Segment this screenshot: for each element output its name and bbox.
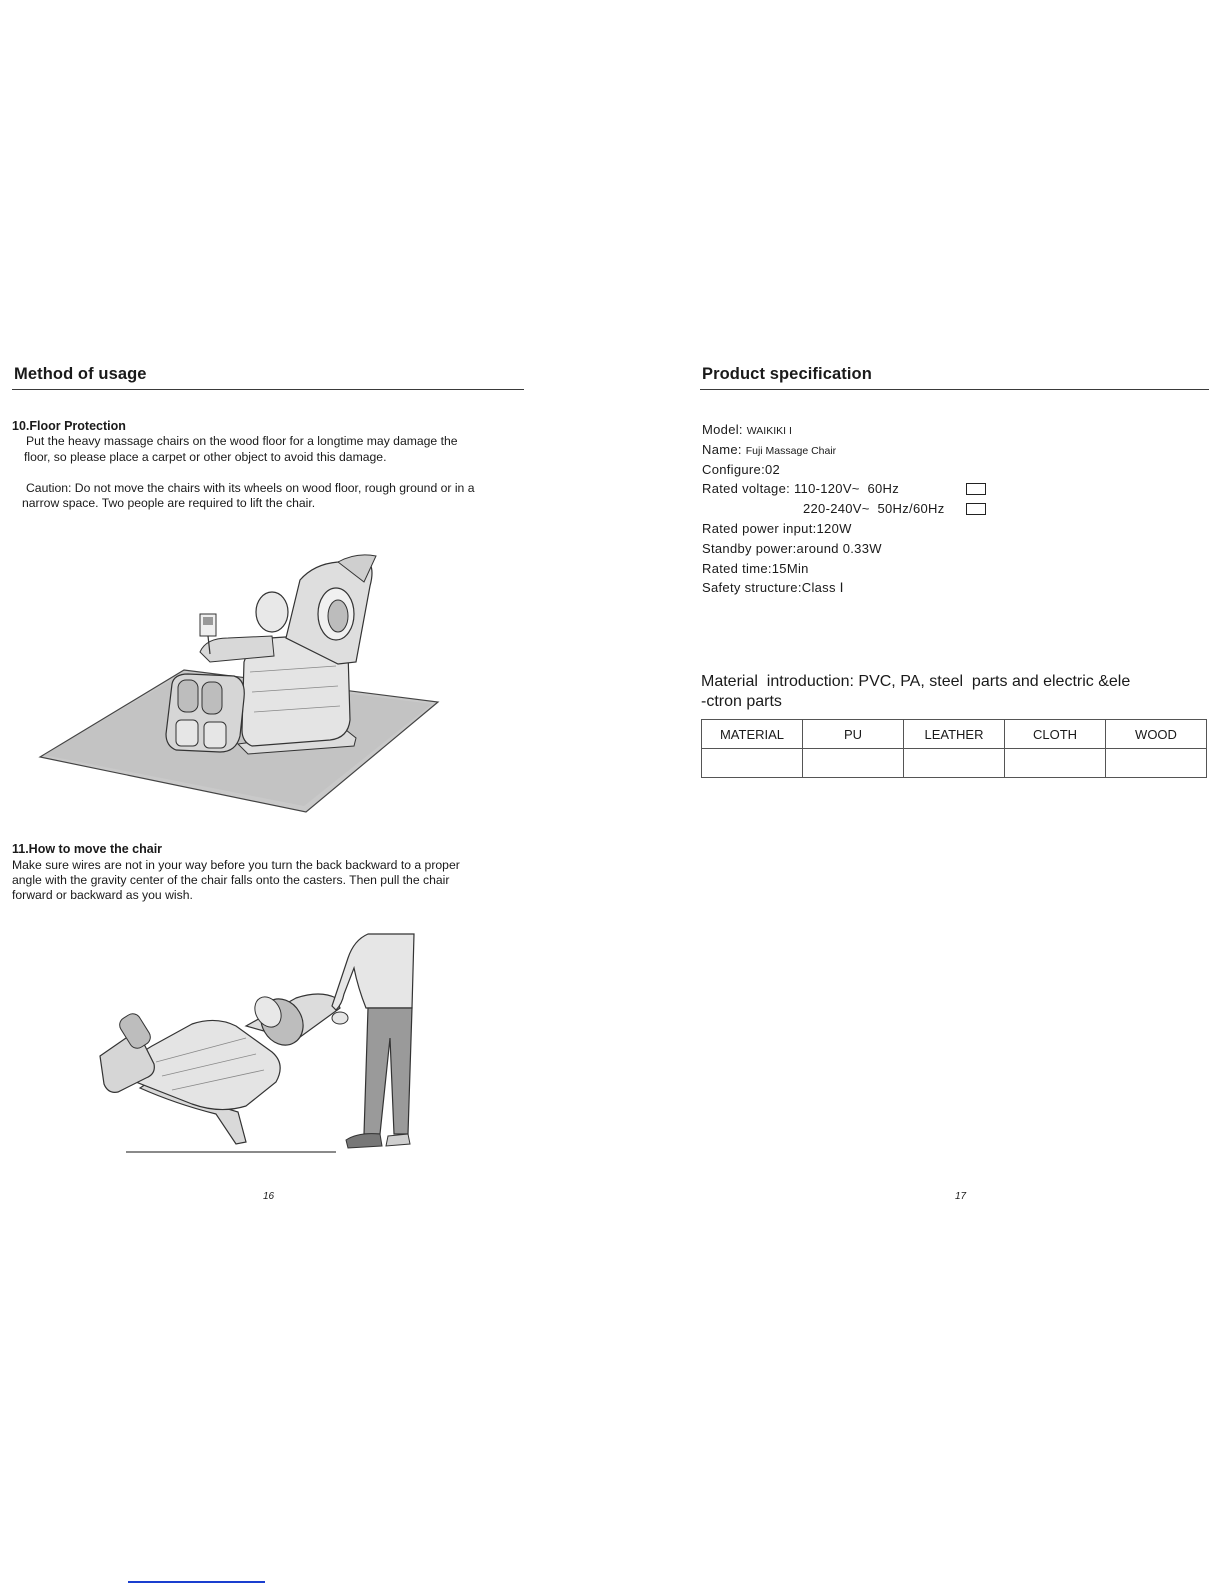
voltage-value-2: 220-240V~ 50Hz/60Hz [803, 501, 945, 517]
move-text-line-3: forward or backward as you wish. [12, 888, 193, 902]
heading-how-to-move: 11.How to move the chair [12, 842, 163, 856]
table-cell [904, 749, 1005, 778]
caution-text-line-1: Caution: Do not move the chairs with its wheels on wood floor, rough ground or in a [26, 481, 475, 495]
spec-safety: Safety structure:Class Ⅰ [702, 580, 844, 596]
table-cell [803, 749, 904, 778]
title-rule [12, 389, 524, 390]
spec-model [702, 420, 899, 440]
material-table [701, 719, 1207, 778]
section-title-product-specification: Product specification [702, 365, 872, 383]
model-label: Model: [702, 422, 743, 437]
name-value: Fuji Massage Chair [745, 444, 837, 457]
floor-text-line-2: floor, so please place a carpet or other object to avoid this damage. [24, 450, 387, 464]
voltage-value-1: 110-120V~ 60Hz [793, 481, 900, 497]
voltage-1-checkbox [966, 483, 986, 495]
spec-voltage-2 [702, 499, 945, 519]
spec-power-input: Rated power input:120W [702, 520, 852, 536]
page-number: 16 [263, 1191, 275, 1202]
left-page [0, 0, 612, 1585]
material-introduction [701, 672, 1201, 712]
spec-voltage-1 [702, 479, 899, 499]
table-header-cell: LEATHER [904, 720, 1005, 749]
table-cell [1005, 749, 1106, 778]
chair-on-carpet-illustration [38, 552, 442, 814]
move-text-line-1: Make sure wires are not in your way before you turn the back backward to a proper [12, 858, 460, 872]
spec-rated-time: Rated time:15Min [702, 560, 809, 576]
table-header-cell: PU [803, 720, 904, 749]
material-table-header-row [702, 720, 1207, 749]
page-number: 17 [955, 1191, 967, 1202]
spec-list [702, 420, 945, 598]
moving-chair-illustration [96, 928, 422, 1156]
material-intro-line-1: Material introduction: PVC, PA, steel parts and electric &ele [701, 673, 1131, 690]
floor-text-line-1: Put the heavy massage chairs on the wood floor for a longtime may damage the [26, 434, 458, 448]
spec-name [702, 440, 899, 460]
voltage-label: Rated voltage: [702, 481, 791, 497]
section-title-method-of-usage: Method of usage [14, 365, 147, 383]
material-table-row [702, 749, 1207, 778]
material-intro-line-2: -ctron parts [701, 693, 782, 710]
heading-floor-protection: 10.Floor Protection [12, 419, 126, 433]
spec-standby: Standby power:around 0.33W [702, 540, 882, 556]
table-cell [1106, 749, 1207, 778]
caution-text-line-2: narrow space. Two people are required to lift the chair. [22, 496, 316, 510]
right-page [612, 0, 1225, 1585]
model-value: WAIKIKI I [746, 425, 792, 437]
voltage-2-checkbox [966, 503, 986, 515]
table-header-cell: WOOD [1106, 720, 1207, 749]
table-header-cell: CLOTH [1005, 720, 1106, 749]
move-text-line-2: angle with the gravity center of the chair falls onto the casters. Then pull the chair [12, 873, 450, 887]
bottom-link-underline[interactable] [128, 1581, 265, 1583]
table-cell [702, 749, 803, 778]
table-header-cell: MATERIAL [702, 720, 803, 749]
name-label: Name: [702, 441, 742, 457]
title-rule [700, 389, 1209, 390]
spec-configure: Configure:02 [702, 461, 781, 477]
